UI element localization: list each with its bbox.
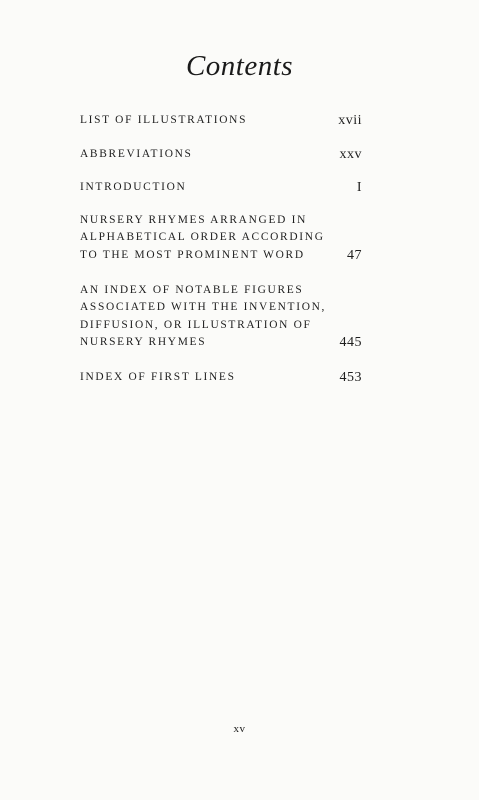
toc-entry-line: ALPHABETICAL ORDER ACCORDING xyxy=(80,231,325,244)
toc-entry-index-of-notable-figures xyxy=(80,282,362,351)
toc-page-number: 453 xyxy=(339,370,362,385)
page-folio: xv xyxy=(233,723,246,735)
toc-page-number: 445 xyxy=(339,334,362,350)
toc-entry-line: INDEX OF FIRST LINES xyxy=(80,371,236,383)
contents-heading: Contents xyxy=(185,50,294,82)
toc-page-number: I xyxy=(356,180,362,195)
toc-entry-line: LIST OF ILLUSTRATIONS xyxy=(80,114,248,126)
toc-entry-list-of-illustrations xyxy=(80,112,362,129)
toc-entry-line: DIFFUSION, OR ILLUSTRATION OF xyxy=(80,318,312,331)
toc-entry-index-of-first-lines xyxy=(80,369,362,386)
toc-entry-line: NURSERY RHYMES ARRANGED IN xyxy=(80,214,307,226)
toc-entry-line: INTRODUCTION xyxy=(80,181,187,193)
toc-entry-line: ABBREVIATIONS xyxy=(80,148,193,160)
toc-entry-introduction xyxy=(80,179,362,196)
toc-page-number: xxv xyxy=(339,147,362,162)
toc-entry-line: AN INDEX OF NOTABLE FIGURES xyxy=(80,284,304,296)
toc-page-number: 47 xyxy=(347,247,362,263)
toc-entry-line: NURSERY RHYMES xyxy=(80,335,207,348)
toc-entry-line: ASSOCIATED WITH THE INVENTION, xyxy=(80,301,327,314)
toc-entry-abbreviations xyxy=(80,146,362,163)
toc-page-number: xvii xyxy=(338,113,362,128)
toc-entry-nursery-rhymes xyxy=(80,212,362,264)
toc-entry-line: TO THE MOST PROMINENT WORD xyxy=(80,248,305,261)
